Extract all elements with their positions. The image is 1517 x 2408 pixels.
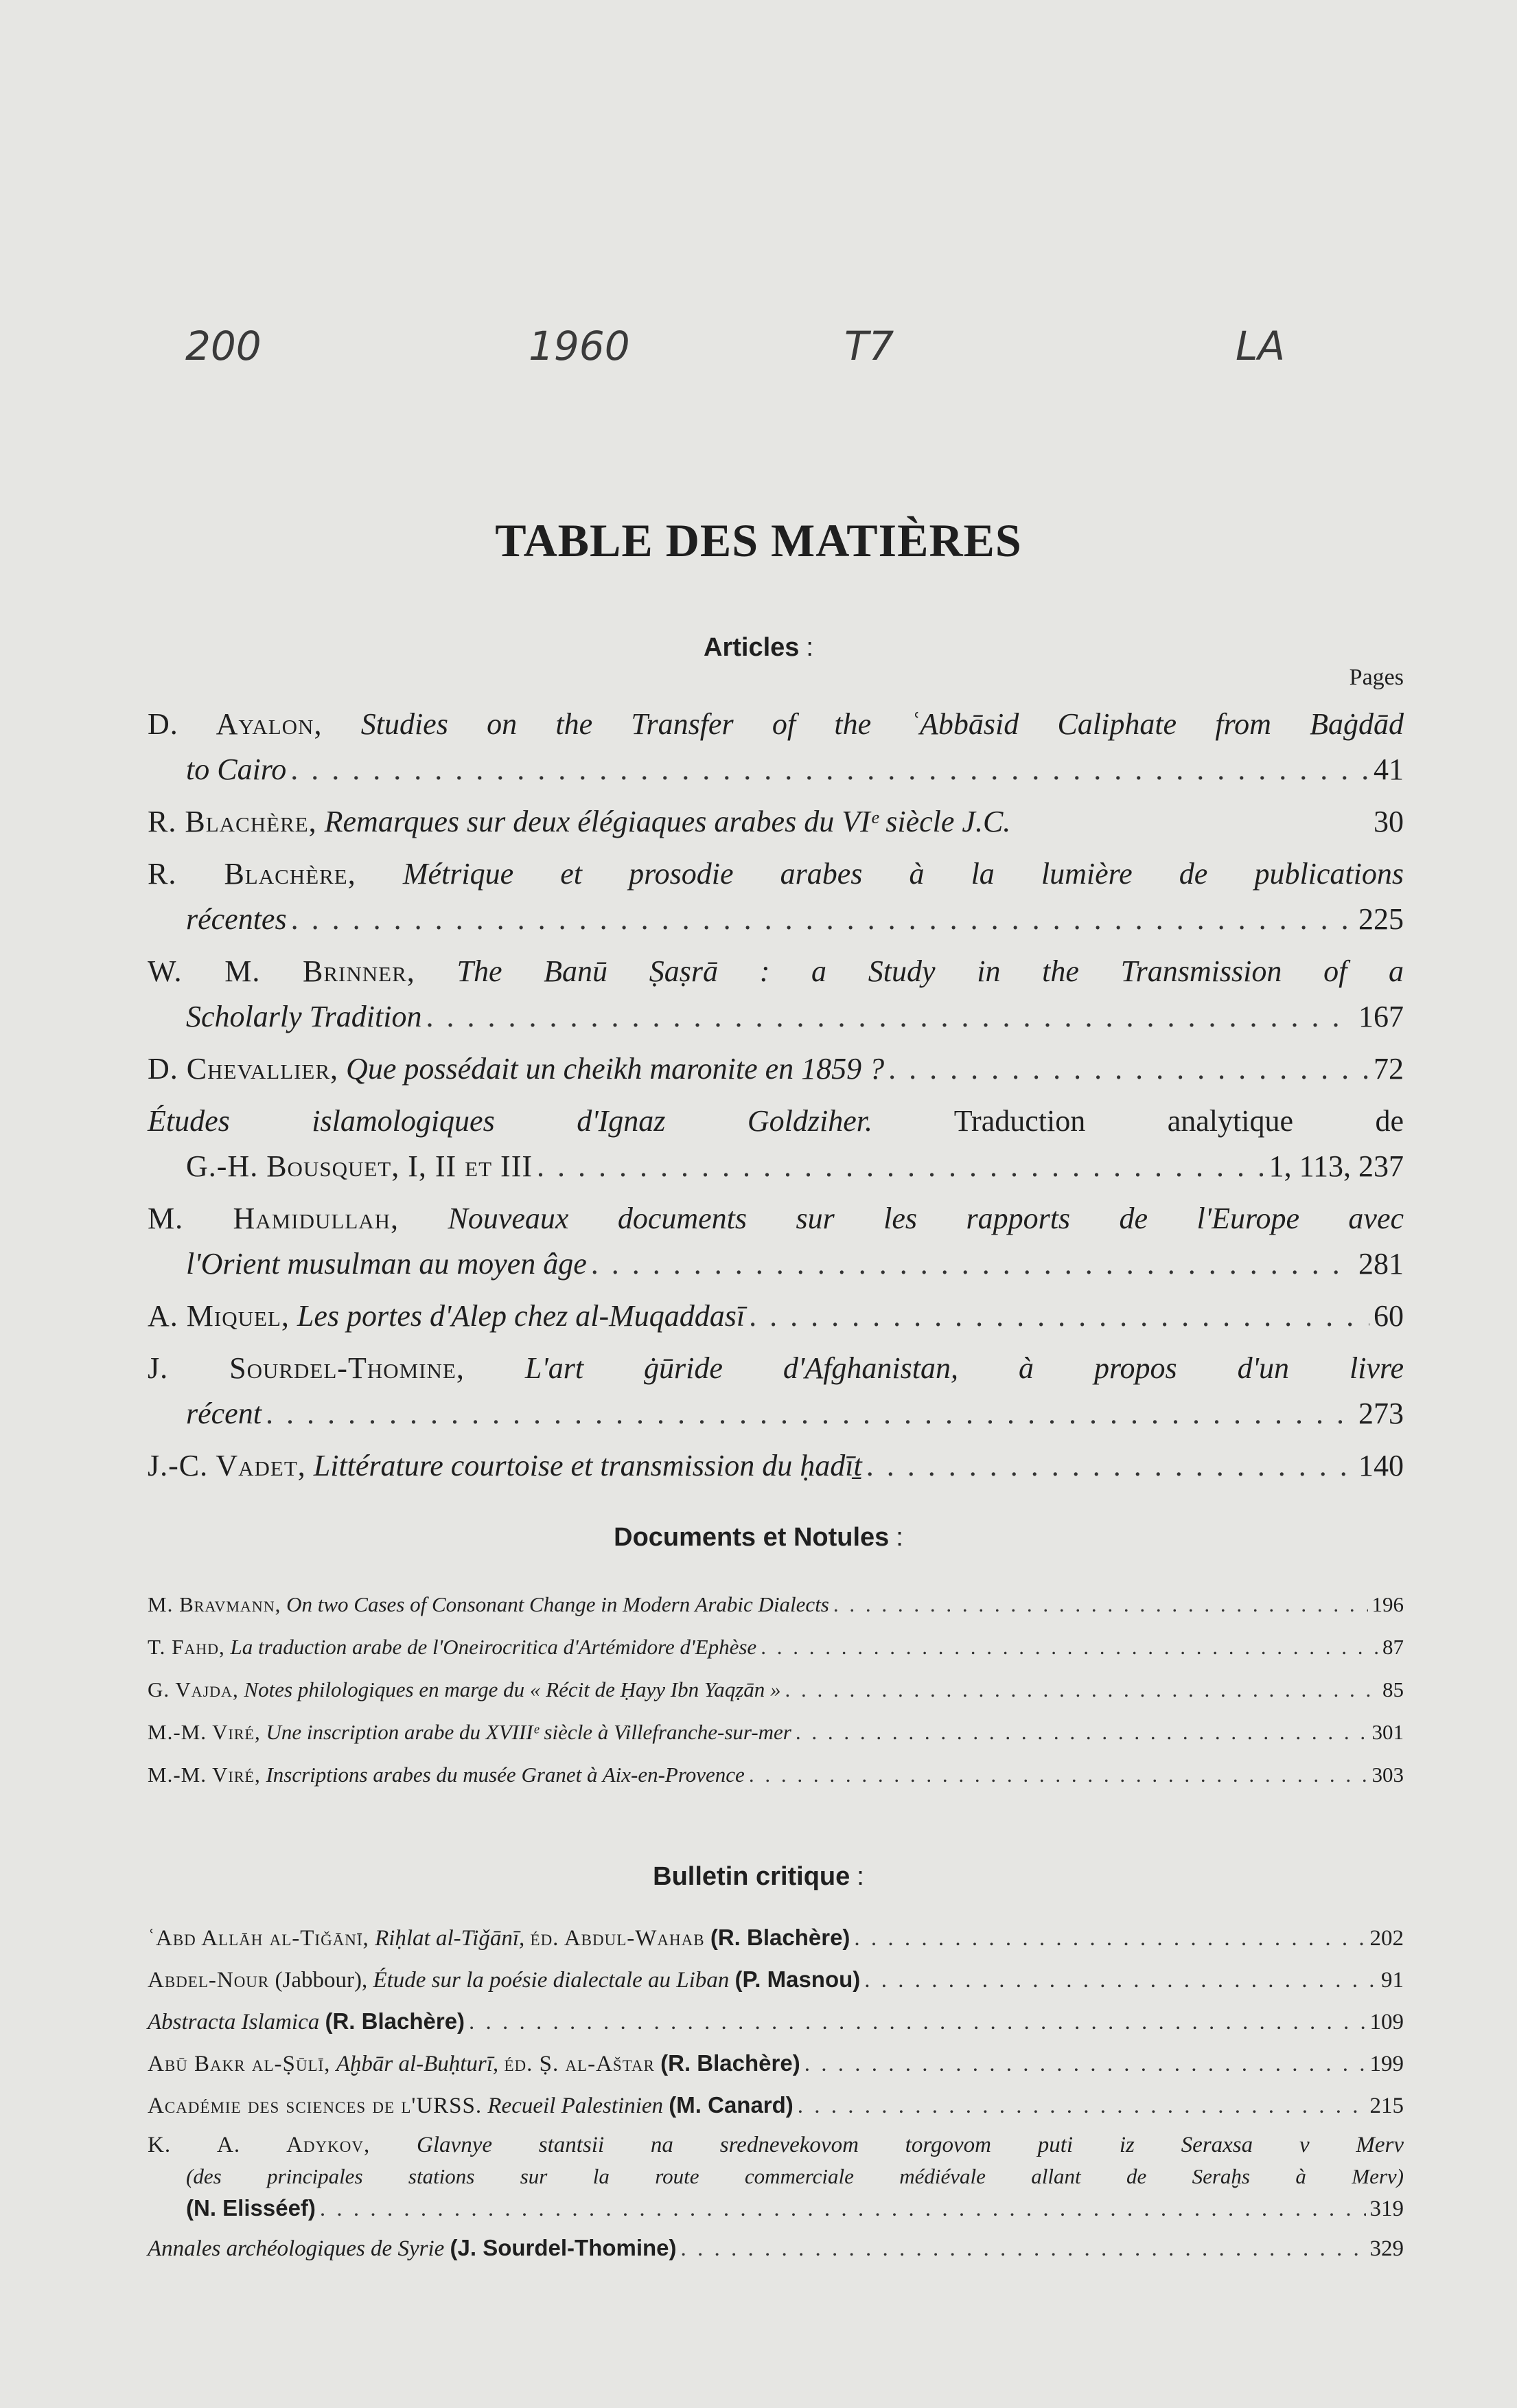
entry-title: Riḥlat al-Tiǧānī, bbox=[375, 1926, 525, 1951]
entry-editor: éd. Ṣ. al-Aštar bbox=[504, 2052, 655, 2076]
toc-entry bbox=[148, 1669, 1404, 1711]
entry-page: 60 bbox=[1374, 1299, 1404, 1333]
dot-leader bbox=[798, 2088, 1366, 2124]
toc-entry bbox=[148, 1754, 1404, 1796]
toc-entry bbox=[148, 2045, 1404, 2082]
entry-page: 215 bbox=[1369, 2094, 1404, 2118]
entry-author: D. Ayalon, bbox=[148, 707, 323, 741]
entry-reviewer: (J. Sourdel-Thomine) bbox=[450, 2235, 677, 2260]
entry-title: Aḫbār al-Buḥturī, bbox=[336, 2052, 499, 2076]
section-heading-bulletin: Bulletin critique : bbox=[653, 1862, 864, 1891]
dot-leader bbox=[761, 1626, 1378, 1669]
handwritten-note: 1960 bbox=[529, 323, 630, 369]
entry-title: Littérature courtoise et transmission du ḥadīṯ bbox=[313, 1449, 862, 1482]
toc-entry bbox=[148, 1099, 1404, 1189]
toc-entry bbox=[148, 949, 1404, 1040]
entry-title: On two Cases of Consonant Change in Modern Arabic Dialects bbox=[286, 1592, 829, 1616]
entry-author: W. M. Brinner, bbox=[148, 954, 415, 988]
dot-leader bbox=[591, 1241, 1354, 1287]
toc-entry bbox=[148, 1626, 1404, 1669]
entry-description: Traduction analytique de bbox=[953, 1104, 1404, 1138]
entry-author: K. A. Adykov, bbox=[148, 2133, 371, 2157]
entry-title: Que possédait un cheikh maronite en 1859 ? bbox=[346, 1052, 885, 1086]
dot-leader bbox=[866, 1443, 1354, 1489]
entry-author: ʿAbd Allāh al-Tiǧānī, bbox=[148, 1926, 369, 1951]
entry-editor: éd. Abdul-Wahab bbox=[530, 1926, 705, 1951]
dot-leader bbox=[469, 2004, 1365, 2040]
dot-leader bbox=[749, 1294, 1369, 1339]
dot-leader bbox=[426, 994, 1354, 1040]
entry-page: 225 bbox=[1358, 902, 1404, 936]
entry-author: R. Blachère, bbox=[148, 805, 317, 838]
entry-author: M. Hamidullah, bbox=[148, 1202, 399, 1235]
entry-title: Étude sur la poésie dialectale au Liban bbox=[373, 1968, 730, 1993]
entry-author: A. Miquel, bbox=[148, 1299, 290, 1333]
bulletin-list bbox=[148, 1920, 1404, 2272]
entry-author: G.-H. Bousquet, I, II et III bbox=[186, 1149, 533, 1183]
entry-title: Une inscription arabe du XVIIIᵉ siècle à Villefranche-sur-mer bbox=[266, 1720, 791, 1744]
entry-page: 1, 113, 237 bbox=[1269, 1149, 1404, 1183]
entry-page: 109 bbox=[1369, 2010, 1404, 2034]
entry-page: 87 bbox=[1382, 1635, 1404, 1659]
entry-author-given: (Jabbour), bbox=[275, 1968, 368, 1993]
entry-reviewer: (R. Blachère) bbox=[325, 2008, 465, 2034]
documents-list bbox=[148, 1583, 1404, 1796]
entry-page: 196 bbox=[1371, 1592, 1404, 1616]
toc-entry bbox=[148, 1920, 1404, 1956]
toc-entry bbox=[148, 1962, 1404, 1998]
entry-reviewer: (R. Blachère) bbox=[710, 1925, 850, 1950]
toc-entry bbox=[148, 1346, 1404, 1436]
dot-leader bbox=[888, 1046, 1369, 1092]
entry-page: 167 bbox=[1358, 1000, 1404, 1033]
entry-page: 30 bbox=[1374, 805, 1404, 838]
entry-author: D. Chevallier, bbox=[148, 1052, 339, 1086]
entry-author: Académie des sciences de l'URSS. bbox=[148, 2094, 483, 2118]
entry-page: 281 bbox=[1358, 1247, 1404, 1281]
dot-leader bbox=[320, 2193, 1366, 2225]
handwritten-note: 200 bbox=[185, 323, 262, 369]
entry-title-translation: (des principales stations sur la route commerciale médiévale allant de Seraḫs à Merv) bbox=[186, 2164, 1404, 2188]
entry-page: 199 bbox=[1369, 2052, 1404, 2076]
dot-leader bbox=[266, 1391, 1354, 1436]
entry-author: M. Bravmann, bbox=[148, 1592, 281, 1616]
entry-title-continued: récent bbox=[186, 1397, 262, 1430]
toc-entry bbox=[148, 1294, 1404, 1339]
dot-leader bbox=[681, 2231, 1366, 2267]
entry-page: 319 bbox=[1369, 2197, 1404, 2221]
toc-entry bbox=[148, 799, 1404, 845]
handwritten-annotation bbox=[185, 323, 1325, 398]
section-heading-documents: Documents et Notules : bbox=[614, 1523, 903, 1552]
entry-title: Studies on the Transfer of the ʿAbbāsid Caliphate from Baġdād bbox=[360, 707, 1404, 741]
dot-leader bbox=[749, 1754, 1368, 1796]
toc-entry bbox=[148, 2230, 1404, 2267]
entry-author: M.-M. Viré, bbox=[148, 1763, 261, 1787]
toc-entry bbox=[148, 851, 1404, 942]
entry-author: J. Sourdel-Thomine, bbox=[148, 1351, 465, 1385]
entry-title: Inscriptions arabes du musée Granet à Aix-en-Provence bbox=[266, 1763, 745, 1787]
entry-page: 72 bbox=[1374, 1052, 1404, 1086]
entry-author: Abū Bakr al-Ṣūlī, bbox=[148, 2052, 331, 2076]
entry-title: Études islamologiques d'Ignaz Goldziher. bbox=[148, 1104, 873, 1138]
toc-entry bbox=[148, 2087, 1404, 2124]
entry-author: T. Fahd, bbox=[148, 1635, 225, 1659]
handwritten-note: LA bbox=[1236, 323, 1285, 369]
entry-title: Nouveaux documents sur les rapports de l'Europe avec bbox=[448, 1202, 1404, 1235]
entry-page: 329 bbox=[1369, 2236, 1404, 2261]
articles-list bbox=[148, 702, 1404, 1495]
toc-entry bbox=[148, 1711, 1404, 1754]
entry-page: 273 bbox=[1358, 1397, 1404, 1430]
toc-entry bbox=[148, 1196, 1404, 1287]
entry-page: 85 bbox=[1382, 1677, 1404, 1701]
dot-leader bbox=[854, 1920, 1365, 1956]
dot-leader bbox=[796, 1711, 1368, 1754]
entry-author: R. Blachère, bbox=[148, 857, 356, 891]
dot-leader bbox=[537, 1144, 1265, 1189]
page-title: TABLE DES MATIÈRES bbox=[495, 514, 1022, 566]
dot-leader bbox=[804, 2046, 1366, 2082]
toc-entry bbox=[148, 2004, 1404, 2040]
entry-title: Les portes d'Alep chez al-Muqaddasī bbox=[297, 1299, 745, 1333]
entry-title: Annales archéologiques de Syrie bbox=[148, 2236, 445, 2261]
dot-leader bbox=[864, 1962, 1377, 1998]
entry-title: Recueil Palestinien bbox=[487, 2094, 664, 2118]
toc-entry bbox=[148, 1443, 1404, 1489]
toc-entry bbox=[148, 702, 1404, 792]
dot-leader bbox=[785, 1669, 1378, 1711]
entry-reviewer: (P. Masnou) bbox=[734, 1966, 861, 1992]
entry-author: J.-C. Vadet, bbox=[148, 1449, 306, 1482]
entry-title-continued: to Cairo bbox=[186, 753, 287, 786]
toc-entry bbox=[148, 1583, 1404, 1626]
pages-column-label: Pages bbox=[1349, 665, 1404, 690]
entry-page: 301 bbox=[1371, 1720, 1404, 1744]
entry-title: Remarques sur deux élégiaques arabes du VIᵉ siècle J.C. bbox=[324, 805, 1011, 838]
toc-entry bbox=[148, 2129, 1404, 2225]
dot-leader bbox=[833, 1583, 1368, 1626]
entry-author: M.-M. Viré, bbox=[148, 1720, 261, 1744]
entry-author: G. Vajda, bbox=[148, 1677, 239, 1701]
entry-title: Métrique et prosodie arabes à la lumière de publications bbox=[402, 857, 1404, 891]
entry-title: Glavnye stantsii na srednevekovom torgovom puti iz Seraxsa v Merv bbox=[417, 2133, 1404, 2157]
entry-page: 41 bbox=[1374, 753, 1404, 786]
entry-title-continued: récentes bbox=[186, 902, 287, 936]
entry-title: Abstracta Islamica bbox=[148, 2010, 320, 2034]
entry-title: La traduction arabe de l'Oneirocritica d'Artémidore d'Ephèse bbox=[230, 1635, 757, 1659]
entry-page: 91 bbox=[1381, 1968, 1404, 1993]
entry-author: Abdel-Nour bbox=[148, 1968, 270, 1993]
entry-title-continued: l'Orient musulman au moyen âge bbox=[186, 1247, 587, 1281]
entry-title: Notes philologiques en marge du « Récit de Ḥayy Ibn Yaqẓān » bbox=[244, 1677, 781, 1701]
entry-reviewer: (N. Elisséef) bbox=[186, 2195, 316, 2221]
entry-reviewer: (M. Canard) bbox=[669, 2092, 794, 2118]
entry-page: 303 bbox=[1371, 1763, 1404, 1787]
toc-entry bbox=[148, 1046, 1404, 1092]
handwritten-note: T7 bbox=[844, 323, 894, 369]
dot-leader bbox=[291, 897, 1354, 942]
dot-leader bbox=[290, 747, 1369, 792]
section-heading-articles: Articles : bbox=[704, 633, 813, 662]
entry-page: 202 bbox=[1369, 1926, 1404, 1951]
entry-title-continued: Scholarly Tradition bbox=[186, 1000, 422, 1033]
entry-title: L'art ġūride d'Afghanistan, à propos d'un livre bbox=[524, 1351, 1404, 1385]
entry-title: The Banū Ṣaṣrā : a Study in the Transmission of a bbox=[456, 954, 1404, 988]
entry-reviewer: (R. Blachère) bbox=[660, 2050, 800, 2076]
entry-page: 140 bbox=[1358, 1449, 1404, 1482]
